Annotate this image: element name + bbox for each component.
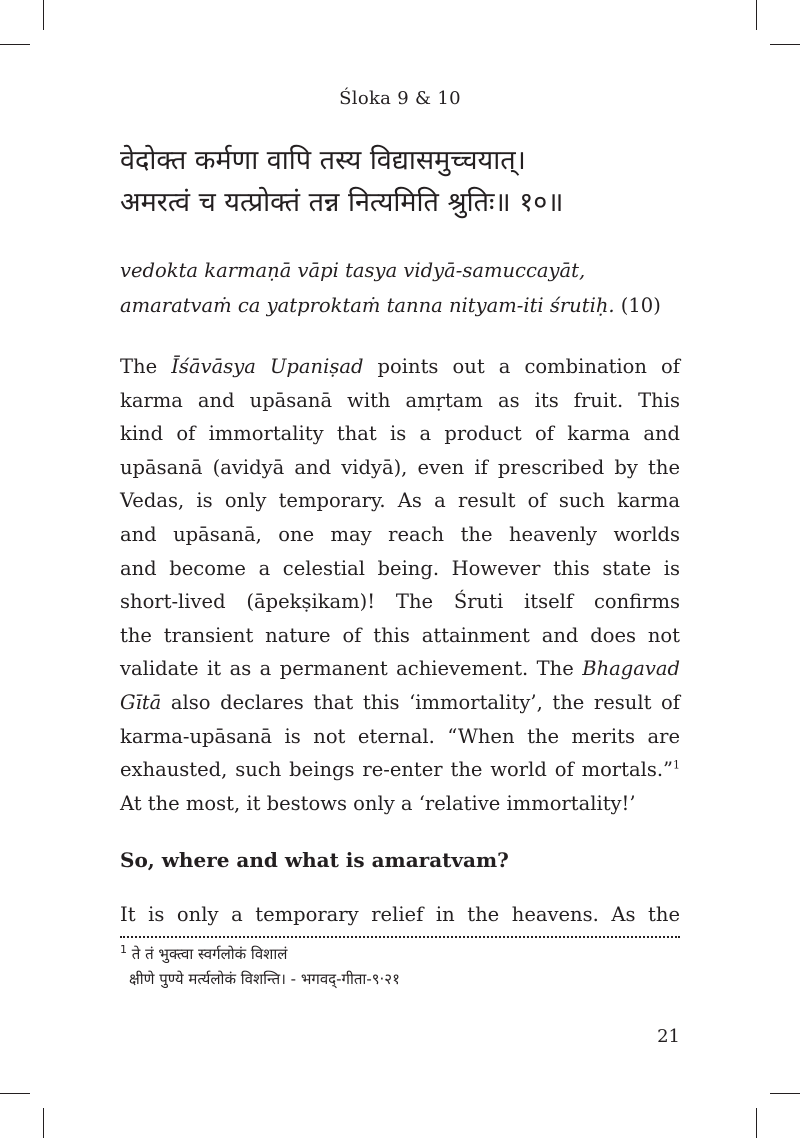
- body-paragraph: [120, 350, 680, 820]
- footnote-marker: 1: [120, 943, 127, 956]
- crop-mark-top-left-v: [43, 0, 44, 30]
- para-line: At the most, it bestows only a ‘relative immortality!’: [120, 791, 636, 815]
- para-text: The: [120, 355, 172, 378]
- para-line: karma-upāsanā is not eternal. “When the merits are: [120, 724, 680, 748]
- crop-mark-top-left-h: [0, 44, 30, 45]
- footnote-line-2: क्षीणे पुण्ये मर्त्यलोकं विशन्ति। - भगवद्-गीता-९·२१: [129, 970, 400, 988]
- page-number: 21: [657, 1026, 680, 1047]
- footnote-line-1: ते तं भुक्त्वा स्वर्गलोकं विशालं: [131, 945, 288, 963]
- para-text: also declares that this ‘immortality’, the result of: [161, 690, 680, 714]
- para-line: Vedas, is only temporary. As a result of such karma: [120, 489, 680, 513]
- upanishad-title: Īśāvāsya Upaniṣad: [171, 355, 364, 378]
- section-heading: So, where and what is amaratvam?: [120, 848, 509, 872]
- gita-title-part2: Gītā: [120, 690, 162, 714]
- verse-line-2: अमरत्वं च यत्प्रोक्तं तन्न नित्यमिति श्रुतिः॥ १०॥: [120, 187, 564, 218]
- para-line: and upāsanā, one may reach the heavenly worlds: [120, 522, 680, 546]
- verse-number: (10): [620, 294, 661, 317]
- transliteration: [120, 253, 690, 323]
- para-text: validate it as a permanent achievement. The: [120, 657, 583, 681]
- running-head: Śloka 9 & 10: [339, 88, 461, 109]
- continuation-line: It is only a temporary relief in the heavens. As the: [120, 903, 680, 926]
- para-line: karma and upāsanā with amṛtam as its fruit. This: [120, 388, 680, 412]
- para-line: upāsanā (avidyā and vidyā), even if prescribed by the: [120, 455, 680, 479]
- para-line: kind of immortality that is a product of karma and: [120, 422, 680, 446]
- crop-mark-bottom-right-h: [770, 1093, 800, 1094]
- footnote-ref[interactable]: 1: [673, 758, 680, 772]
- translit-line-2: amaratvaṁ ca yatproktaṁ tanna nityam-iti śrutiḥ.: [120, 294, 615, 317]
- gita-title-part1: Bhagavad: [582, 657, 680, 681]
- translit-line-1: vedokta karmaṇā vāpi tasya vidyā-samuccayāt,: [120, 259, 586, 282]
- para-line: the transient nature of this attainment and does not: [120, 623, 680, 647]
- crop-mark-bottom-left-h: [0, 1093, 30, 1094]
- footnote: [120, 942, 680, 992]
- para-text: points out a combination of: [363, 355, 681, 378]
- crop-mark-top-right-h: [770, 44, 800, 45]
- para-line: short-lived (āpekṣikam)! The Śruti itself confirms: [120, 590, 680, 614]
- footnote-divider: [120, 936, 680, 938]
- verse-line-1: वेदोक्त कर्मणा वापि तस्य विद्यासमुच्चयात्।: [120, 145, 526, 176]
- crop-mark-top-right-v: [756, 0, 757, 30]
- crop-mark-bottom-right-v: [756, 1108, 757, 1138]
- para-line: and become a celestial being. However this state is: [120, 556, 680, 580]
- para-text: exhausted, such beings re-enter the world of mortals.”: [120, 758, 673, 782]
- crop-mark-bottom-left-v: [43, 1108, 44, 1138]
- sanskrit-verse: [120, 140, 690, 224]
